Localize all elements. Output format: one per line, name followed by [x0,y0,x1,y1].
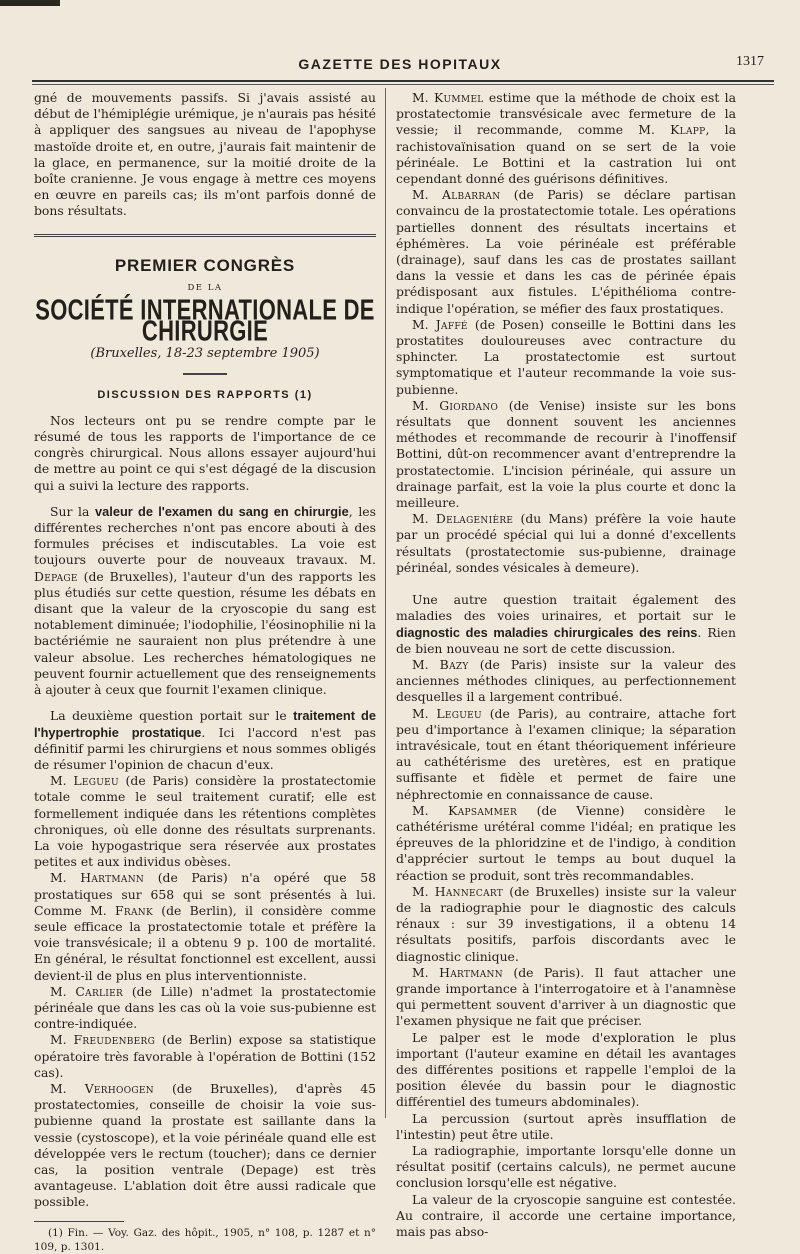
paragraph-carlier [34,984,376,1033]
text: (de Paris). Il faut attacher une grande importance à l'interrogatoire et à l'anamnèse qui permettent souvent d'arriver à un diagnostic que l'examen physique ne fait que préciser. [396,964,736,1029]
paragraph-kapsammer [396,803,736,884]
text: M. [50,1032,74,1048]
text: , la rachistovaïnisation quand on se sert de la voie périnéale. Le Bottini et la castration lui ont cependant donné des guérisons définitives. [396,122,736,187]
author-name: Giordano [439,397,499,413]
author-name: Hartmann [439,964,503,980]
text: (de Berlin), il considère comme seule efficace la prostatectomie totale et préfère la voie transvésicale; il a obtenu 9 p. 100 de mortalité. En général, le résultat fonctionnel est excellent, aussi devient-il de plus en plus interventionniste. [34,902,376,983]
topic-prostate: traitement de l'hypertrophie prostatique [34,708,376,740]
author-name: Legueu [436,705,482,721]
paragraph-kummel [396,90,736,187]
header-rule-thin [32,84,774,85]
topic-blood-exam: valeur de l'examen du sang en chirurgie [95,503,349,519]
text: (de Paris) n'a opéré que 58 prostatiques sur 658 qui se sont présentés à lui. Comme M. [34,870,376,918]
society-title: SOCIÉTÉ INTERNATIONALE DE CHIRURGIE [35,293,375,348]
author-name: Jaffé [435,316,468,332]
paragraph-prostate [34,708,376,773]
paragraph-legueu [34,773,376,870]
text: M. [412,656,440,672]
author-name: Frank [115,902,153,918]
text: (de Lille) n'admet la prostatectomie périnéale que dans les cas où la voie sus-pubienne est contre-indiquée. [34,983,376,1032]
author-name: Freudenberg [73,1032,156,1048]
paragraph-bazy [396,657,736,706]
page-header [30,54,770,78]
text: M. [412,964,440,980]
text: M. [412,90,434,105]
text: (de Bruxelles) insiste sur la valeur de la radiographie pour le diagnostic des calculs rénaux : sur 39 investigations, il a obtenu 14 résultats positifs, parfois discordants avec le diagnostic clinique. [396,883,736,964]
paragraph-delageniere [396,511,736,576]
paragraph-giordano [396,398,736,511]
text: (de Paris), au contraire, attache fort peu d'importance à l'examen clinique; la séparation intravésicale, tout en étant théoriquement inférieure au cathétérisme des uretères, est en pratique suffisante et fidèle et permet de faire une néphrectomie en connaissance de cause. [396,705,736,802]
journal-title: GAZETTE DES HOPITAUX [298,56,502,72]
text: (de Posen) conseille le Bottini dans les prostatites douloureuses avec contracture du sphincter. La prostatectomie est surtout symptomatique et l'auteur recommande la voie sus-pubienne. [396,316,736,397]
text: Une autre question traitait également des maladies des voies urinaires, et portait sur le [396,592,736,624]
text: (de Berlin) expose sa statistique opératoire très favorable à l'opération de Bottini (152 cas). [34,1032,376,1080]
paragraph-hartmann-2 [396,965,736,1030]
author-name: Delagenière [435,511,514,527]
text: M. [50,1080,85,1096]
paragraph-verhoogen [34,1081,376,1211]
paragraph-legueu-2 [396,706,736,803]
paragraph-blood-exam [34,504,376,698]
text: (de Vienne) considère le cathétérisme urétéral comme l'idéal; en pratique les épreuves de la phloridzine et de l'indigo, à condition d'apprécier surtout le temps au bout duquel la réaction se produit, sont très recommandables. [396,802,736,883]
intro-paragraph: gné de mouvements passifs. Si j'avais assisté au début de l'hémiplégie urémique, je n'aurais pas hésité à appliquer des sangsues au niveau de l'apophyse mastoïde droite et, en outre, j'aurais fait maintenir de la glace, en permanence, sur la moitié droite de la boîte cranienne. Je vous engage à mettre ces moyens en œuvre en pareils cas; ils m'ont parfois donné de bons résultats. [34,90,376,219]
text: . Ici l'accord n'est pas définitif parmi les chirurgiens et nous sommes obligés de résumer l'opinion de chacun d'eux. [34,724,376,772]
text: M. [412,316,436,332]
print-corner-mark [0,0,60,6]
paragraph-jaffe [396,317,736,398]
right-column [396,90,736,1240]
paragraph-cryoscopie: La valeur de la cryoscopie sanguine est contestée. Au contraire, il accorde une certaine importance, mais pas abso- [396,1191,736,1240]
paragraph-freudenberg [34,1032,376,1081]
author-name: Kapsammer [448,802,518,818]
author-name: Bazy [439,656,469,672]
text: (de Paris) insiste sur la valeur des anciennes méthodes cliniques, au perfectionnement desquelles il a largement contribué. [396,656,736,705]
topic-kidneys: diagnostic des maladies chirurgicales des reins [396,624,698,640]
paragraph-kidneys [396,592,736,657]
author-name: Hartmann [80,870,145,886]
author-name: Legueu [73,773,119,789]
author-name: Carlier [75,983,124,999]
text: Sur la [50,503,96,519]
text: M. [412,397,440,413]
text: . Rien de bien nouveau ne sort de cette discussion. [396,624,736,656]
left-column [34,90,376,1254]
text: (de Paris) considère la prostatectomie totale comme le seul traitement curatif; elle est formellement indiquée dans les rétentions complètes chroniques, où elle donne des résultats surprenants. La voie hypogastrique sera réservée aux prostates petites et aux individus obèses. [34,773,376,870]
text: (du Mans) préfère la voie haute par un procédé spécial qui lui a donné d'excellents résultats (prostatectomie sus-pubienne, drainage périnéal, sondes vésicales à demeure). [396,511,736,575]
paragraph-hannecart [396,884,736,965]
text: (de Paris) se déclare partisan convaincu de la prostatectomie totale. Les opérations partielles donnent des résultats incertains et éphémères. La voie périnéale est préférable (drainage), sauf dans les cas de prostates saillant dans la vessie et dans les cas de périnée épais prédisposant aux fistules. L'épithélioma contre-indique l'opération, se méfier des faux prostatiques. [396,187,736,316]
congress-title: PREMIER CONGRÈS [114,255,296,275]
text: M. [412,802,449,818]
author-name: Verhoogen [84,1080,154,1096]
text: M. [50,983,76,999]
section-separator [34,234,376,240]
text: M. [412,883,435,899]
text: M. [412,705,437,721]
text: (de Bruxelles), l'auteur d'un des rapports les plus étudiés sur cette question, résume les débats en disant que la valeur de la cryoscopie du sang est notablement diminuée; l'iodophilie, l'éosinophilie ni la bactériémie ne sauraient non plus prétendre à une valeur absolue. Les recherches hématologiques ne peuvent fournir actuellement que des renseignements à ajouter à ceux que fournit l'examen clinique. [34,568,376,698]
title-rule [183,373,227,375]
congress-de: DE LA [187,282,223,293]
author-name: Hannecart [434,883,504,899]
author-name: Albarran [442,187,501,203]
footnote-rule [34,1221,124,1222]
text: M. [50,870,81,886]
text: (de Bruxelles), d'après 45 prostatectomies, conseille de choisir la voie sus-pubienne quand la prostate est saillante dans la vessie (cystoscope), et la voie périnéale quand elle est développée vers le rectum (toucher); dans ce dernier cas, la position ventrale (Depage) est très avantageuse. L'ablation doit être aussi radicale que possible. [34,1080,376,1210]
paragraph-palper: Le palper est le mode d'exploration le plus important (l'auteur examine en détail les avantages des différentes positions et rappelle l'emploi de la position élevée du bassin pour le diagnostic différentiel des tumeurs abdominales). [396,1029,736,1110]
congress-dates: (Bruxelles, 18-23 septembre 1905) [90,346,320,362]
paragraph: Nos lecteurs ont pu se rendre compte par le résumé de tous les rapports de l'importance de ce congrès chirurgical. Nous allons essayer aujourd'hui de mettre au point ce qui s'est dégagé de la discusion qui a suivi la lecture des rapports. [34,412,376,493]
author-name: Kummel [433,90,484,105]
text: estime que la méthode de choix est la prostatectomie transvésicale avec fermeture de la vessie; il recommande, comme M. [396,90,736,138]
author-name: Depage [34,568,78,584]
paragraph-percussion: La percussion (surtout après insufflation de l'intestin) peut être utile. [396,1110,736,1142]
paragraph-radiographie: La radiographie, importante lorsqu'elle donne un résultat positif (certains calculs), ne permet aucune conclusion lorsqu'elle est négative. [396,1143,736,1191]
text: , les différentes recherches n'ont pas encore abouti à des formules précises et indiscutables. La voie est toujours ouverte pour de nouveaux travaux. M. [34,503,376,568]
header-rule [32,80,774,82]
text: M. [412,187,442,203]
text: M. [412,511,436,527]
footnote: (1) Fin. — Voy. Gaz. des hôpit., 1905, n° 108, p. 1287 et n° 109, p. 1301. [34,1226,376,1253]
column-divider [385,88,386,1118]
text: La deuxième question portait sur le [50,708,294,724]
text: (de Venise) insiste sur les bons résultats que donnent souvent les anciennes méthodes et recommande de recourir à l'inoffensif Bottini, dût-on recommencer avant d'entreprendre la prostatectomie. L'incision périnéale, qui assure un drainage parfait, est la voie la plus courte et donc la meilleure. [396,397,736,511]
page-number: 1317 [736,54,764,69]
text: M. [50,773,74,789]
paragraph-albarran [396,187,736,317]
paragraph-hartmann [34,870,376,983]
author-name: Klapp [670,122,706,138]
section-heading: DISCUSSION DES RAPPORTS (1) [97,388,313,401]
